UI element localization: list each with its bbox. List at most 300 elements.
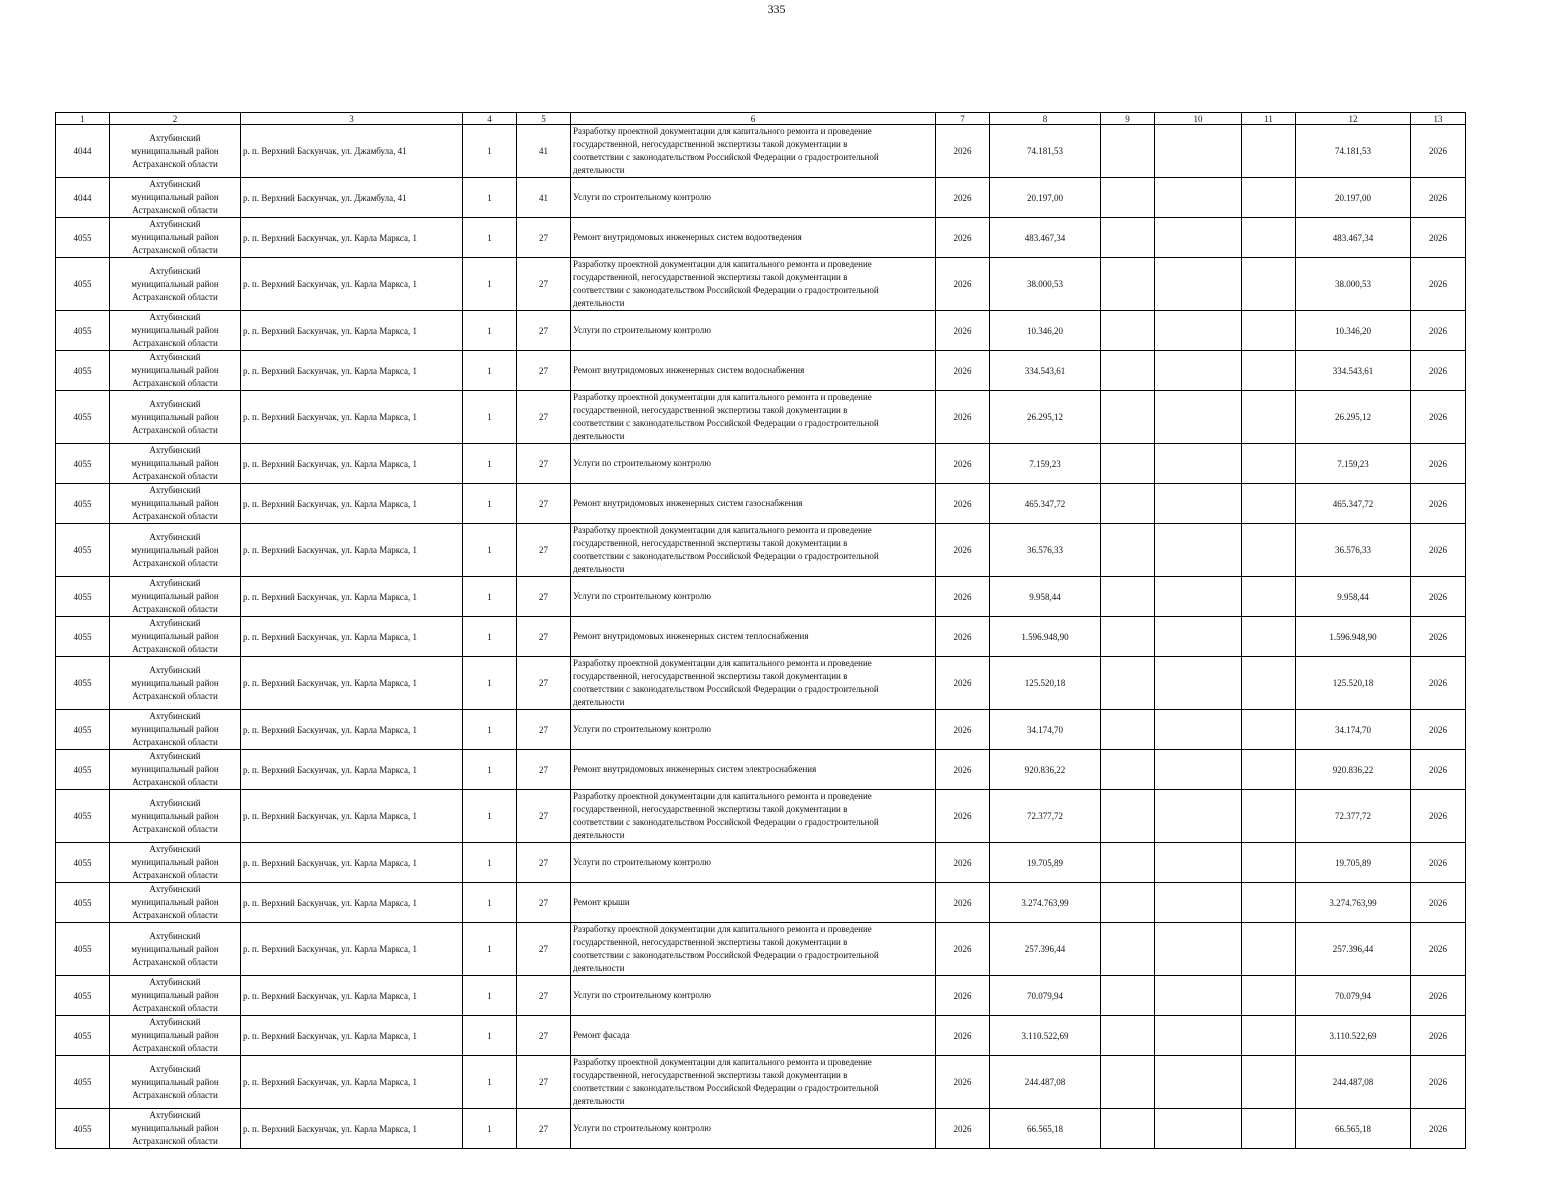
address-cell: р. п. Верхний Баскунчак, ул. Карла Маркса, 1 (241, 311, 463, 351)
municipality-cell: Ахтубинский муниципальный район Астраханской области (110, 524, 241, 577)
row-id-cell: 4044 (56, 178, 110, 218)
amount-cell: 244.487,08 (990, 1056, 1101, 1109)
col11-cell (1242, 1016, 1296, 1056)
municipality-cell: Ахтубинский муниципальный район Астраханской области (110, 391, 241, 444)
col9-cell (1101, 1056, 1155, 1109)
column-header: 8 (990, 113, 1101, 125)
col4-cell: 1 (463, 444, 517, 484)
col4-cell: 1 (463, 710, 517, 750)
col10-cell (1155, 311, 1242, 351)
address-cell: р. п. Верхний Баскунчак, ул. Карла Маркса, 1 (241, 391, 463, 444)
total-cell: 9.958,44 (1296, 577, 1411, 617)
row-id-cell: 4055 (56, 1109, 110, 1149)
col11-cell (1242, 710, 1296, 750)
col5-cell: 27 (517, 710, 571, 750)
table-row (56, 524, 1466, 577)
municipality-cell: Ахтубинский муниципальный район Астраханской области (110, 790, 241, 843)
col10-cell (1155, 391, 1242, 444)
col4-cell: 1 (463, 577, 517, 617)
row-id-cell: 4055 (56, 444, 110, 484)
completion-year-cell: 2026 (1411, 750, 1466, 790)
table-row (56, 1056, 1466, 1109)
address-cell: р. п. Верхний Баскунчак, ул. Карла Маркса, 1 (241, 710, 463, 750)
col4-cell: 1 (463, 1016, 517, 1056)
column-header: 9 (1101, 113, 1155, 125)
amount-cell: 334.543,61 (990, 351, 1101, 391)
col11-cell (1242, 883, 1296, 923)
col10-cell (1155, 524, 1242, 577)
col5-cell: 27 (517, 391, 571, 444)
col4-cell: 1 (463, 1056, 517, 1109)
table-row (56, 1016, 1466, 1056)
table-row (56, 311, 1466, 351)
work-type-cell: Услуги по строительному контролю (571, 710, 936, 750)
work-type-cell: Ремонт внутридомовых инженерных систем электроснабжения (571, 750, 936, 790)
work-type-cell: Услуги по строительному контролю (571, 178, 936, 218)
col5-cell: 27 (517, 617, 571, 657)
col11-cell (1242, 976, 1296, 1016)
completion-year-cell: 2026 (1411, 351, 1466, 391)
col4-cell: 1 (463, 923, 517, 976)
col5-cell: 27 (517, 218, 571, 258)
municipality-cell: Ахтубинский муниципальный район Астраханской области (110, 1016, 241, 1056)
col11-cell (1242, 391, 1296, 444)
column-header: 7 (936, 113, 990, 125)
col5-cell: 27 (517, 258, 571, 311)
year-cell: 2026 (936, 883, 990, 923)
total-cell: 7.159,23 (1296, 444, 1411, 484)
amount-cell: 20.197,00 (990, 178, 1101, 218)
address-cell: р. п. Верхний Баскунчак, ул. Карла Маркса, 1 (241, 218, 463, 258)
table-row (56, 657, 1466, 710)
total-cell: 483.467,34 (1296, 218, 1411, 258)
table-row (56, 577, 1466, 617)
col5-cell: 41 (517, 178, 571, 218)
address-cell: р. п. Верхний Баскунчак, ул. Карла Маркса, 1 (241, 923, 463, 976)
municipality-cell: Ахтубинский муниципальный район Астраханской области (110, 750, 241, 790)
table-row (56, 883, 1466, 923)
col9-cell (1101, 351, 1155, 391)
col11-cell (1242, 218, 1296, 258)
year-cell: 2026 (936, 1109, 990, 1149)
column-header: 12 (1296, 113, 1411, 125)
total-cell: 3.110.522,69 (1296, 1016, 1411, 1056)
amount-cell: 38.000,53 (990, 258, 1101, 311)
municipality-cell: Ахтубинский муниципальный район Астраханской области (110, 923, 241, 976)
municipality-cell: Ахтубинский муниципальный район Астраханской области (110, 178, 241, 218)
col11-cell (1242, 258, 1296, 311)
year-cell: 2026 (936, 125, 990, 178)
amount-cell: 483.467,34 (990, 218, 1101, 258)
col4-cell: 1 (463, 311, 517, 351)
address-cell: р. п. Верхний Баскунчак, ул. Карла Маркса, 1 (241, 976, 463, 1016)
col9-cell (1101, 883, 1155, 923)
col9-cell (1101, 790, 1155, 843)
col10-cell (1155, 790, 1242, 843)
row-id-cell: 4055 (56, 750, 110, 790)
municipality-cell: Ахтубинский муниципальный район Астраханской области (110, 258, 241, 311)
total-cell: 465.347,72 (1296, 484, 1411, 524)
completion-year-cell: 2026 (1411, 258, 1466, 311)
row-id-cell: 4055 (56, 710, 110, 750)
work-type-cell: Услуги по строительному контролю (571, 976, 936, 1016)
col10-cell (1155, 218, 1242, 258)
address-cell: р. п. Верхний Баскунчак, ул. Карла Маркса, 1 (241, 1056, 463, 1109)
col10-cell (1155, 1109, 1242, 1149)
col11-cell (1242, 311, 1296, 351)
row-id-cell: 4055 (56, 391, 110, 444)
work-type-cell: Ремонт внутридомовых инженерных систем теплоснабжения (571, 617, 936, 657)
work-type-cell: Разработку проектной документации для капитального ремонта и проведение государственной, негосударственной экспертизы такой документации в соответствии с законодательством Российской Федерации о градостроительной деятельности (571, 657, 936, 710)
address-cell: р. п. Верхний Баскунчак, ул. Карла Маркса, 1 (241, 657, 463, 710)
col4-cell: 1 (463, 976, 517, 1016)
completion-year-cell: 2026 (1411, 311, 1466, 351)
col5-cell: 27 (517, 657, 571, 710)
total-cell: 70.079,94 (1296, 976, 1411, 1016)
col11-cell (1242, 750, 1296, 790)
amount-cell: 1.596.948,90 (990, 617, 1101, 657)
table-row (56, 484, 1466, 524)
col9-cell (1101, 750, 1155, 790)
col4-cell: 1 (463, 843, 517, 883)
col4-cell: 1 (463, 1109, 517, 1149)
row-id-cell: 4044 (56, 125, 110, 178)
address-cell: р. п. Верхний Баскунчак, ул. Карла Маркса, 1 (241, 258, 463, 311)
row-id-cell: 4055 (56, 484, 110, 524)
col10-cell (1155, 178, 1242, 218)
work-type-cell: Ремонт крыши (571, 883, 936, 923)
municipality-cell: Ахтубинский муниципальный район Астраханской области (110, 617, 241, 657)
completion-year-cell: 2026 (1411, 1016, 1466, 1056)
total-cell: 26.295,12 (1296, 391, 1411, 444)
table-row (56, 750, 1466, 790)
col9-cell (1101, 843, 1155, 883)
col4-cell: 1 (463, 617, 517, 657)
column-header: 3 (241, 113, 463, 125)
row-id-cell: 4055 (56, 923, 110, 976)
table-row (56, 976, 1466, 1016)
col9-cell (1101, 484, 1155, 524)
row-id-cell: 4055 (56, 351, 110, 391)
year-cell: 2026 (936, 444, 990, 484)
col9-cell (1101, 444, 1155, 484)
amount-cell: 257.396,44 (990, 923, 1101, 976)
year-cell: 2026 (936, 790, 990, 843)
total-cell: 36.576,33 (1296, 524, 1411, 577)
col11-cell (1242, 1056, 1296, 1109)
table-row (56, 391, 1466, 444)
amount-cell: 3.274.763,99 (990, 883, 1101, 923)
row-id-cell: 4055 (56, 883, 110, 923)
col11-cell (1242, 484, 1296, 524)
col10-cell (1155, 444, 1242, 484)
table-row (56, 843, 1466, 883)
col10-cell (1155, 258, 1242, 311)
col10-cell (1155, 484, 1242, 524)
row-id-cell: 4055 (56, 311, 110, 351)
col10-cell (1155, 617, 1242, 657)
col4-cell: 1 (463, 178, 517, 218)
municipality-cell: Ахтубинский муниципальный район Астраханской области (110, 976, 241, 1016)
col4-cell: 1 (463, 790, 517, 843)
col9-cell (1101, 710, 1155, 750)
municipality-cell: Ахтубинский муниципальный район Астраханской области (110, 218, 241, 258)
work-type-cell: Ремонт внутридомовых инженерных систем водоснабжения (571, 351, 936, 391)
col5-cell: 41 (517, 125, 571, 178)
row-id-cell: 4055 (56, 1056, 110, 1109)
total-cell: 125.520,18 (1296, 657, 1411, 710)
col5-cell: 27 (517, 750, 571, 790)
year-cell: 2026 (936, 923, 990, 976)
col4-cell: 1 (463, 125, 517, 178)
col4-cell: 1 (463, 750, 517, 790)
col11-cell (1242, 125, 1296, 178)
table-row (56, 923, 1466, 976)
address-cell: р. п. Верхний Баскунчак, ул. Карла Маркса, 1 (241, 524, 463, 577)
year-cell: 2026 (936, 178, 990, 218)
amount-cell: 72.377,72 (990, 790, 1101, 843)
work-type-cell: Разработку проектной документации для капитального ремонта и проведение государственной, негосударственной экспертизы такой документации в соответствии с законодательством Российской Федерации о градостроительной деятельности (571, 125, 936, 178)
year-cell: 2026 (936, 391, 990, 444)
amount-cell: 920.836,22 (990, 750, 1101, 790)
completion-year-cell: 2026 (1411, 524, 1466, 577)
address-cell: р. п. Верхний Баскунчак, ул. Карла Маркса, 1 (241, 883, 463, 923)
col9-cell (1101, 178, 1155, 218)
amount-cell: 7.159,23 (990, 444, 1101, 484)
col5-cell: 27 (517, 484, 571, 524)
col10-cell (1155, 976, 1242, 1016)
col5-cell: 27 (517, 1016, 571, 1056)
col10-cell (1155, 351, 1242, 391)
work-type-cell: Услуги по строительному контролю (571, 577, 936, 617)
municipality-cell: Ахтубинский муниципальный район Астраханской области (110, 311, 241, 351)
col5-cell: 27 (517, 976, 571, 1016)
work-type-cell: Услуги по строительному контролю (571, 444, 936, 484)
col5-cell: 27 (517, 524, 571, 577)
total-cell: 19.705,89 (1296, 843, 1411, 883)
col11-cell (1242, 577, 1296, 617)
column-header: 2 (110, 113, 241, 125)
amount-cell: 34.174,70 (990, 710, 1101, 750)
completion-year-cell: 2026 (1411, 883, 1466, 923)
municipality-cell: Ахтубинский муниципальный район Астраханской области (110, 1109, 241, 1149)
col9-cell (1101, 391, 1155, 444)
municipality-cell: Ахтубинский муниципальный район Астраханской области (110, 657, 241, 710)
page-number: 335 (767, 2, 786, 16)
col10-cell (1155, 750, 1242, 790)
table-row (56, 710, 1466, 750)
completion-year-cell: 2026 (1411, 444, 1466, 484)
table-row (56, 218, 1466, 258)
completion-year-cell: 2026 (1411, 1056, 1466, 1109)
total-cell: 10.346,20 (1296, 311, 1411, 351)
column-header: 10 (1155, 113, 1242, 125)
col5-cell: 27 (517, 1056, 571, 1109)
completion-year-cell: 2026 (1411, 657, 1466, 710)
column-header: 6 (571, 113, 936, 125)
col4-cell: 1 (463, 524, 517, 577)
work-type-cell: Услуги по строительному контролю (571, 1109, 936, 1149)
completion-year-cell: 2026 (1411, 617, 1466, 657)
table-row (56, 444, 1466, 484)
work-type-cell: Разработку проектной документации для капитального ремонта и проведение государственной, негосударственной экспертизы такой документации в соответствии с законодательством Российской Федерации о градостроительной деятельности (571, 790, 936, 843)
completion-year-cell: 2026 (1411, 125, 1466, 178)
col4-cell: 1 (463, 484, 517, 524)
row-id-cell: 4055 (56, 577, 110, 617)
completion-year-cell: 2026 (1411, 1109, 1466, 1149)
address-cell: р. п. Верхний Баскунчак, ул. Карла Маркса, 1 (241, 484, 463, 524)
table-row (56, 178, 1466, 218)
address-cell: р. п. Верхний Баскунчак, ул. Карла Маркса, 1 (241, 843, 463, 883)
col11-cell (1242, 178, 1296, 218)
col5-cell: 27 (517, 351, 571, 391)
col4-cell: 1 (463, 258, 517, 311)
amount-cell: 19.705,89 (990, 843, 1101, 883)
year-cell: 2026 (936, 351, 990, 391)
table-row (56, 790, 1466, 843)
col10-cell (1155, 657, 1242, 710)
municipality-cell: Ахтубинский муниципальный район Астраханской области (110, 484, 241, 524)
year-cell: 2026 (936, 577, 990, 617)
col4-cell: 1 (463, 391, 517, 444)
col5-cell: 27 (517, 843, 571, 883)
table-row (56, 125, 1466, 178)
completion-year-cell: 2026 (1411, 710, 1466, 750)
municipality-cell: Ахтубинский муниципальный район Астраханской области (110, 883, 241, 923)
municipality-cell: Ахтубинский муниципальный район Астраханской области (110, 1056, 241, 1109)
total-cell: 1.596.948,90 (1296, 617, 1411, 657)
address-cell: р. п. Верхний Баскунчак, ул. Джамбула, 41 (241, 178, 463, 218)
col9-cell (1101, 1109, 1155, 1149)
table-row (56, 617, 1466, 657)
year-cell: 2026 (936, 617, 990, 657)
municipality-cell: Ахтубинский муниципальный район Астраханской области (110, 351, 241, 391)
col10-cell (1155, 577, 1242, 617)
col9-cell (1101, 258, 1155, 311)
total-cell: 34.174,70 (1296, 710, 1411, 750)
work-type-cell: Ремонт внутридомовых инженерных систем водоотведения (571, 218, 936, 258)
col11-cell (1242, 351, 1296, 391)
col11-cell (1242, 843, 1296, 883)
col4-cell: 1 (463, 218, 517, 258)
row-id-cell: 4055 (56, 976, 110, 1016)
amount-cell: 9.958,44 (990, 577, 1101, 617)
col11-cell (1242, 790, 1296, 843)
year-cell: 2026 (936, 524, 990, 577)
col9-cell (1101, 577, 1155, 617)
amount-cell: 36.576,33 (990, 524, 1101, 577)
col11-cell (1242, 1109, 1296, 1149)
year-cell: 2026 (936, 258, 990, 311)
amount-cell: 10.346,20 (990, 311, 1101, 351)
address-cell: р. п. Верхний Баскунчак, ул. Карла Маркса, 1 (241, 351, 463, 391)
col9-cell (1101, 125, 1155, 178)
col10-cell (1155, 1016, 1242, 1056)
row-id-cell: 4055 (56, 258, 110, 311)
row-id-cell: 4055 (56, 617, 110, 657)
amount-cell: 465.347,72 (990, 484, 1101, 524)
municipality-cell: Ахтубинский муниципальный район Астраханской области (110, 710, 241, 750)
total-cell: 38.000,53 (1296, 258, 1411, 311)
work-type-cell: Разработку проектной документации для капитального ремонта и проведение государственной, негосударственной экспертизы такой документации в соответствии с законодательством Российской Федерации о градостроительной деятельности (571, 391, 936, 444)
total-cell: 74.181,53 (1296, 125, 1411, 178)
column-header: 11 (1242, 113, 1296, 125)
address-cell: р. п. Верхний Баскунчак, ул. Карла Маркса, 1 (241, 1109, 463, 1149)
work-type-cell: Ремонт внутридомовых инженерных систем газоснабжения (571, 484, 936, 524)
year-cell: 2026 (936, 484, 990, 524)
year-cell: 2026 (936, 1056, 990, 1109)
col10-cell (1155, 1056, 1242, 1109)
work-type-cell: Разработку проектной документации для капитального ремонта и проведение государственной, негосударственной экспертизы такой документации в соответствии с законодательством Российской Федерации о градостроительной деятельности (571, 1056, 936, 1109)
col9-cell (1101, 976, 1155, 1016)
row-id-cell: 4055 (56, 657, 110, 710)
row-id-cell: 4055 (56, 843, 110, 883)
column-number-row (56, 113, 1466, 125)
col9-cell (1101, 923, 1155, 976)
address-cell: р. п. Верхний Баскунчак, ул. Карла Маркса, 1 (241, 1016, 463, 1056)
col5-cell: 27 (517, 923, 571, 976)
col10-cell (1155, 710, 1242, 750)
work-type-cell: Разработку проектной документации для капитального ремонта и проведение государственной, негосударственной экспертизы такой документации в соответствии с законодательством Российской Федерации о градостроительной деятельности (571, 258, 936, 311)
amount-cell: 3.110.522,69 (990, 1016, 1101, 1056)
municipality-cell: Ахтубинский муниципальный район Астраханской области (110, 577, 241, 617)
municipality-cell: Ахтубинский муниципальный район Астраханской области (110, 444, 241, 484)
municipality-cell: Ахтубинский муниципальный район Астраханской области (110, 843, 241, 883)
year-cell: 2026 (936, 750, 990, 790)
completion-year-cell: 2026 (1411, 923, 1466, 976)
address-cell: р. п. Верхний Баскунчак, ул. Карла Маркса, 1 (241, 750, 463, 790)
column-header: 4 (463, 113, 517, 125)
total-cell: 66.565,18 (1296, 1109, 1411, 1149)
col10-cell (1155, 883, 1242, 923)
municipality-cell: Ахтубинский муниципальный район Астраханской области (110, 125, 241, 178)
year-cell: 2026 (936, 976, 990, 1016)
work-type-cell: Разработку проектной документации для капитального ремонта и проведение государственной, негосударственной экспертизы такой документации в соответствии с законодательством Российской Федерации о градостроительной деятельности (571, 923, 936, 976)
col9-cell (1101, 657, 1155, 710)
col11-cell (1242, 923, 1296, 976)
completion-year-cell: 2026 (1411, 976, 1466, 1016)
year-cell: 2026 (936, 218, 990, 258)
address-cell: р. п. Верхний Баскунчак, ул. Карла Маркса, 1 (241, 577, 463, 617)
completion-year-cell: 2026 (1411, 484, 1466, 524)
year-cell: 2026 (936, 710, 990, 750)
col4-cell: 1 (463, 351, 517, 391)
amount-cell: 74.181,53 (990, 125, 1101, 178)
year-cell: 2026 (936, 843, 990, 883)
total-cell: 257.396,44 (1296, 923, 1411, 976)
column-header: 13 (1411, 113, 1466, 125)
capital-repair-table (55, 112, 1466, 1149)
row-id-cell: 4055 (56, 790, 110, 843)
col5-cell: 27 (517, 311, 571, 351)
col11-cell (1242, 444, 1296, 484)
col9-cell (1101, 1016, 1155, 1056)
total-cell: 3.274.763,99 (1296, 883, 1411, 923)
col9-cell (1101, 218, 1155, 258)
col4-cell: 1 (463, 883, 517, 923)
completion-year-cell: 2026 (1411, 843, 1466, 883)
col11-cell (1242, 617, 1296, 657)
col10-cell (1155, 843, 1242, 883)
table-row (56, 258, 1466, 311)
completion-year-cell: 2026 (1411, 218, 1466, 258)
total-cell: 244.487,08 (1296, 1056, 1411, 1109)
col9-cell (1101, 617, 1155, 657)
column-header: 1 (56, 113, 110, 125)
column-header: 5 (517, 113, 571, 125)
total-cell: 20.197,00 (1296, 178, 1411, 218)
total-cell: 920.836,22 (1296, 750, 1411, 790)
